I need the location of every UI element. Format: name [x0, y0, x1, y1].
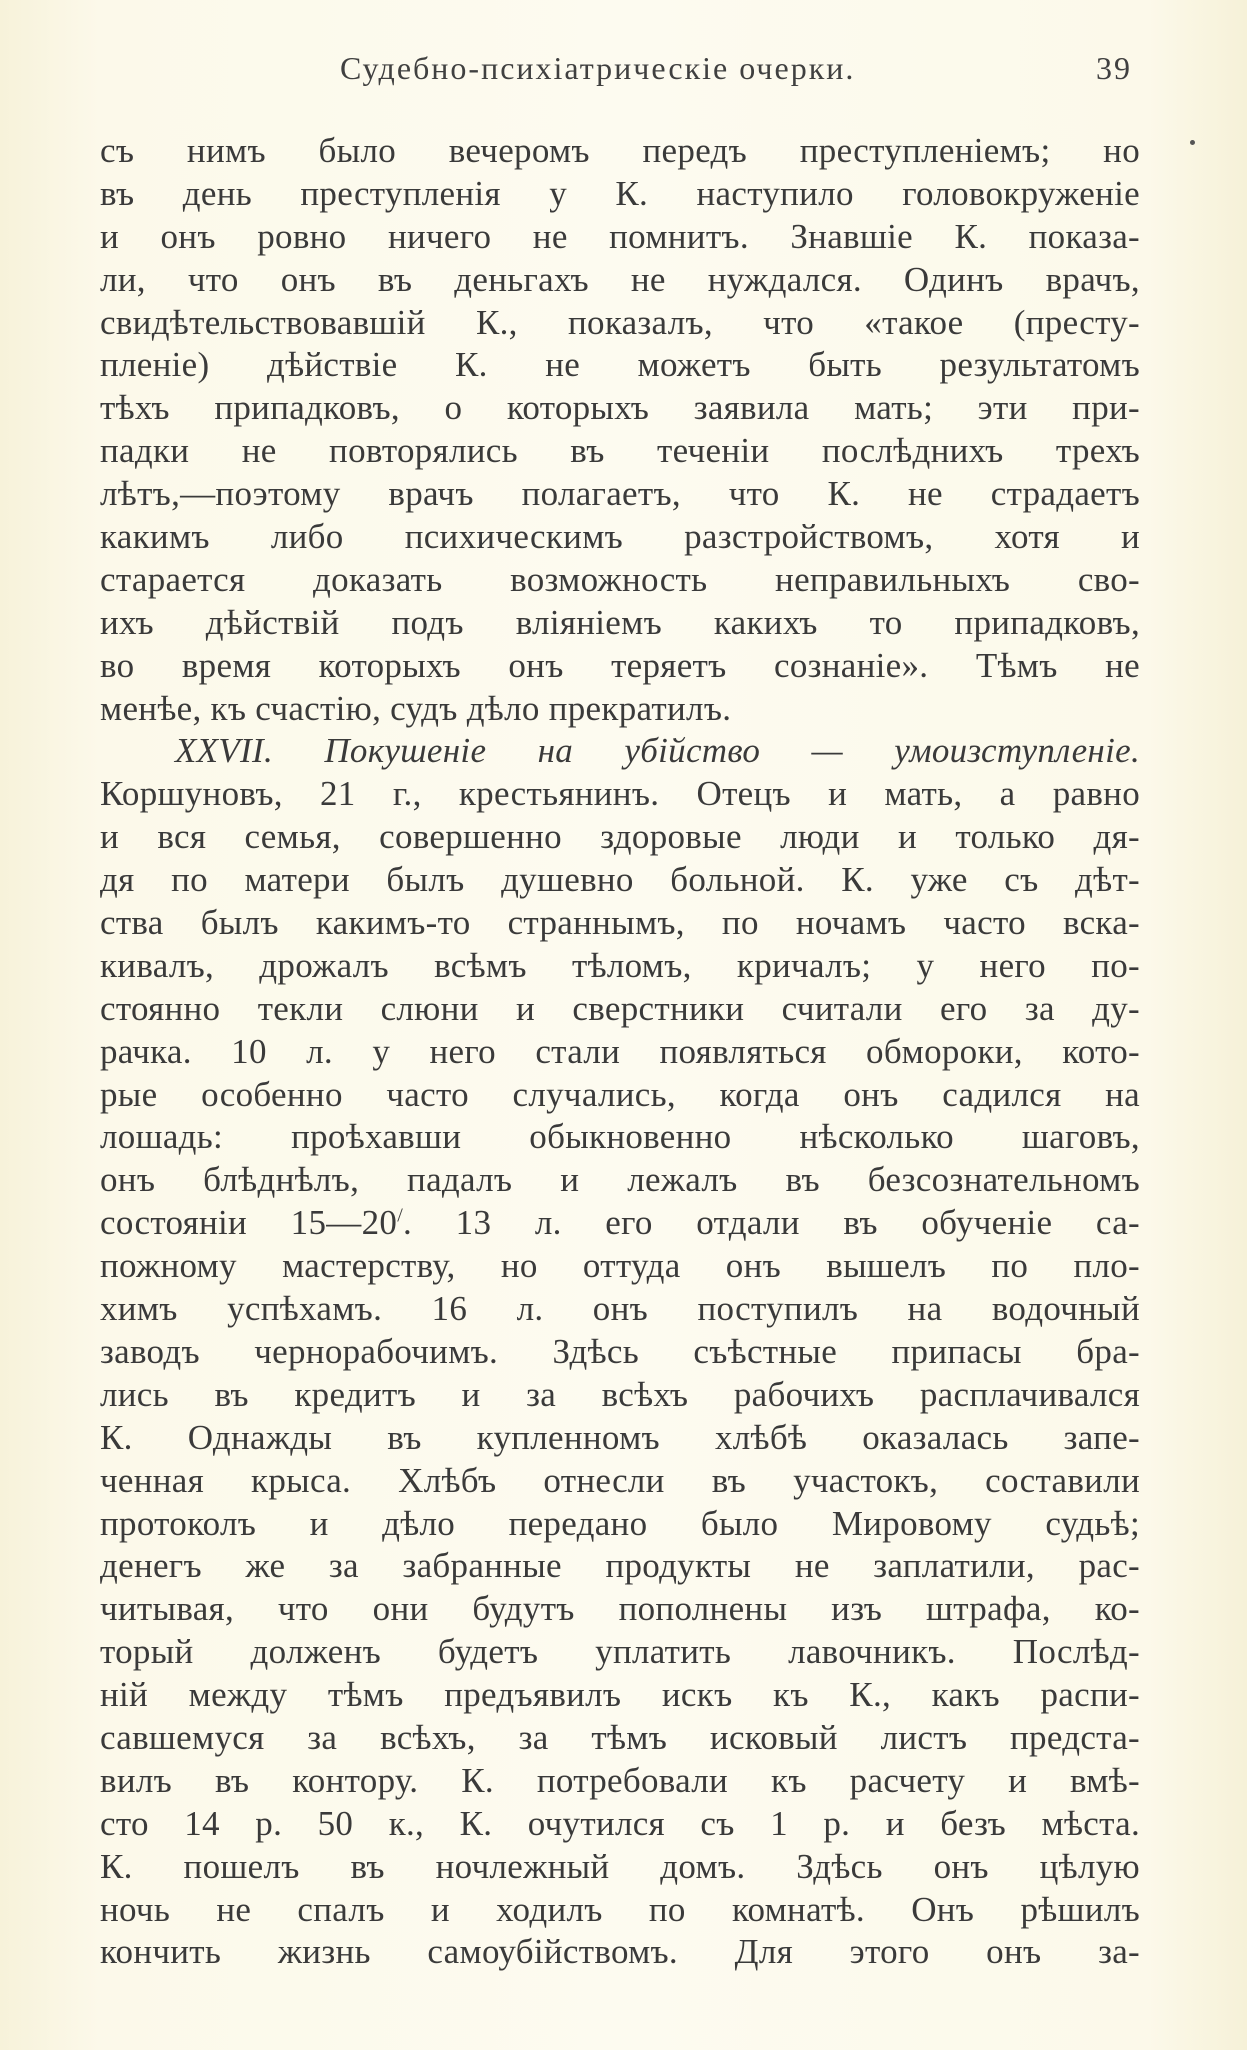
text-line: тѣхъ припадковъ, о которыхъ заявила мать; эти при-	[100, 388, 1140, 428]
text-line: ночь не спалъ и ходилъ по комнатѣ. Онъ рѣшилъ	[100, 1889, 1140, 1929]
text-line: во время которыхъ онъ теряетъ сознаніе». Тѣмъ не	[100, 645, 1140, 685]
text-line: кончить жизнь самоубійствомъ. Для этого онъ за-	[100, 1932, 1140, 1972]
text-line: ихъ дѣйствій подъ вліяніемъ какихъ то припадковъ,	[100, 602, 1140, 642]
text-line: рые особенно часто случались, когда онъ садился на	[100, 1074, 1140, 1114]
text-line: ли, что онъ въ деньгахъ не нуждался. Одинъ врачъ,	[100, 259, 1140, 299]
text-line: пленіе) дѣйствіе К. не можетъ быть результатомъ	[100, 345, 1140, 385]
text-line: лошадь: проѣхавши обыкновенно нѣсколько шаговъ,	[100, 1117, 1140, 1157]
minutes-mark: /	[397, 1204, 404, 1227]
text-line: и онъ ровно ничего не помнитъ. Знавшіе К. показа-	[100, 216, 1140, 256]
text-line: К. пошелъ въ ночлежный домъ. Здѣсь онъ цѣлую	[100, 1846, 1140, 1886]
text-line: онъ блѣднѣлъ, падалъ и лежалъ въ безсознательномъ	[100, 1160, 1140, 1200]
text-line: протоколъ и дѣло передано было Мировому судьѣ;	[100, 1503, 1140, 1543]
text-line: заводъ чернорабочимъ. Здѣсь съѣстные припасы бра-	[100, 1331, 1140, 1371]
text-line: рачка. 10 л. у него стали появляться обмороки, кото-	[100, 1031, 1140, 1071]
text-line: съ нимъ было вечеромъ передъ преступленіемъ; но	[100, 131, 1140, 170]
text-line: свидѣтельствовавшій К., показалъ, что «такое (престу-	[100, 302, 1140, 342]
state-text-before: состояніи 15—20	[100, 1203, 398, 1243]
text-line: и вся семья, совершенно здоровые люди и только дя-	[100, 817, 1140, 857]
text-line: читывая, что они будутъ пополнены изъ штрафа, ко-	[100, 1589, 1140, 1629]
running-head	[100, 50, 1140, 96]
text-line: какимъ либо психическимъ разстройствомъ, хотя и	[100, 517, 1140, 557]
page-number: 39	[1096, 50, 1132, 86]
case-heading: XXVII. Покушеніе на убійство — умоизступленіе.	[175, 731, 1140, 771]
text-line: Коршуновъ, 21 г., крестьянинъ. Отецъ и мать, а равно	[100, 774, 1140, 814]
text-line: въ день преступленія у К. наступило головокруженіе	[100, 173, 1140, 213]
text-line-with-minutes	[100, 1202, 1140, 1245]
text-line: пожному мастерству, но оттуда онъ вышелъ по пло-	[100, 1246, 1140, 1286]
state-text-after: . 13 л. его отдали въ обученіе са-	[403, 1203, 1140, 1243]
text-line: стоянно текли слюни и сверстники считали его за ду-	[100, 988, 1140, 1028]
margin-dot-mark	[1190, 140, 1195, 145]
text-line: старается доказать возможность неправильныхъ сво-	[100, 559, 1140, 599]
text-line: савшемуся за всѣхъ, за тѣмъ исковый листъ предста-	[100, 1717, 1140, 1757]
text-line: дя по матери былъ душевно больной. К. уже съ дѣт-	[100, 860, 1140, 900]
running-title: Судебно-психіатрическіе очерки.	[340, 50, 856, 86]
text-line: сто 14 р. 50 к., К. очутился съ 1 р. и безъ мѣста.	[100, 1803, 1140, 1843]
text-line: К. Однажды въ купленномъ хлѣбѣ оказалась запе-	[100, 1417, 1140, 1457]
body-text	[100, 130, 1140, 1974]
text-line: химъ успѣхамъ. 16 л. онъ поступилъ на водочный	[100, 1289, 1140, 1329]
text-line: лись въ кредитъ и за всѣхъ рабочихъ расплачивался	[100, 1374, 1140, 1414]
text-line: торый долженъ будетъ уплатить лавочникъ. Послѣд-	[100, 1632, 1140, 1672]
text-line: ній между тѣмъ предъявилъ искъ къ К., какъ распи-	[100, 1675, 1140, 1715]
text-line: падки не повторялись въ теченіи послѣднихъ трехъ	[100, 431, 1140, 471]
paragraph-end-line: менѣе, къ счастію, судъ дѣло прекратилъ.	[100, 688, 732, 728]
text-line: ченная крыса. Хлѣбъ отнесли въ участокъ, составили	[100, 1460, 1140, 1500]
text-line: лѣтъ,—поэтому врачъ полагаетъ, что К. не страдаетъ	[100, 474, 1140, 514]
text-line: ства былъ какимъ-то страннымъ, по ночамъ часто вска-	[100, 903, 1140, 943]
text-line: вилъ въ контору. К. потребовали къ расчету и вмѣ-	[100, 1760, 1140, 1800]
text-line: кивалъ, дрожалъ всѣмъ тѣломъ, кричалъ; у него по-	[100, 945, 1140, 985]
text-line: денегъ же за забранные продукты не заплатили, рас-	[100, 1546, 1140, 1586]
